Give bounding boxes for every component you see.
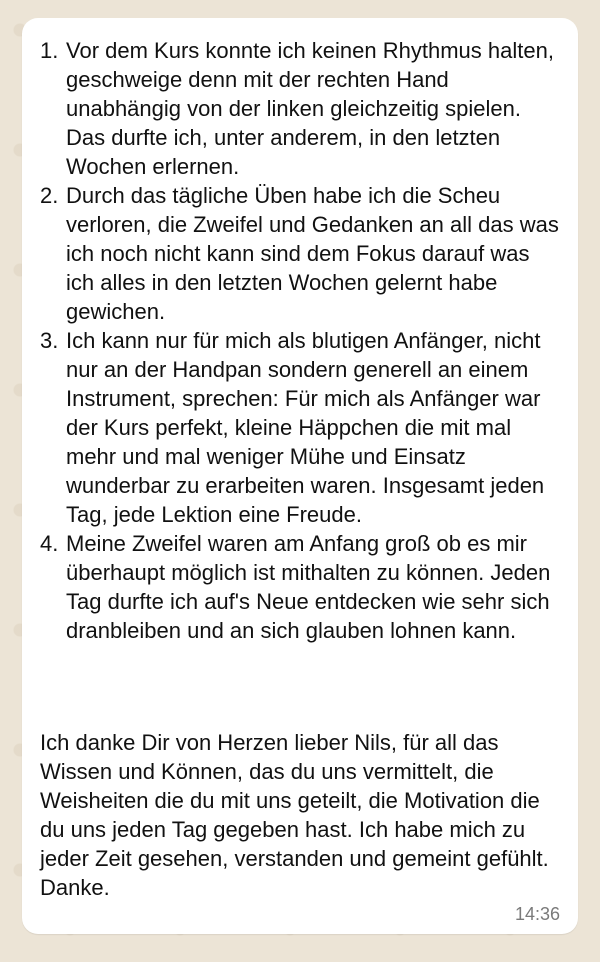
list-item-1 [40,36,560,181]
list-item-2 [40,181,560,326]
list-text: Vor dem Kurs konnte ich keinen Rhythmus halten, geschweige denn mit der rechten Hand unabhängig von der linken gleichzeitig spielen. Das durfte ich, unter anderem, in den letzten Wochen erlernen. [66,38,554,179]
list-number: 4. [40,531,59,556]
list-item-3 [40,326,560,529]
list-number: 2. [40,183,59,208]
message-spacer [40,645,560,703]
message-bubble[interactable] [22,18,578,934]
list-text: Durch das tägliche Üben habe ich die Scheu verloren, die Zweifel und Gedanken an all das was ich noch nicht kann sind dem Fokus darauf was ich alles in den letzten Wochen gelernt habe gewichen. [66,183,559,324]
message-timestamp: 14:36 [514,904,560,924]
list-number: 3. [40,328,59,353]
closing-paragraph: Ich danke Dir von Herzen lieber Nils, für all das Wissen und Können, das du uns vermittelt, die Weisheiten die du mit uns geteilt, die Motivation die du uns jeden Tag gegeben hast. Ich habe mich zu jeder Zeit gesehen, verstanden und gemeint gefühlt. Danke. [40,730,549,900]
list-number: 1. [40,38,59,63]
list-text: Meine Zweifel waren am Anfang groß ob es mir überhaupt möglich ist mithalten zu können. Jeden Tag durfte ich auf's Neue entdecken wie sehr sich dranbleiben und an sich glauben lohnen kann. [66,531,551,643]
list-text: Ich kann nur für mich als blutigen Anfänger, nicht nur an der Handpan sondern generell an einem Instrument, sprechen: Für mich als Anfänger war der Kurs perfekt, kleine Häppchen die mit mal mehr und mal weniger Mühe und Einsatz wunderbar zu erarbeiten waren. Insgesamt jeden Tag, jede Lektion eine Freude. [66,328,545,527]
message-list [40,36,560,645]
list-item-4 [40,529,560,645]
